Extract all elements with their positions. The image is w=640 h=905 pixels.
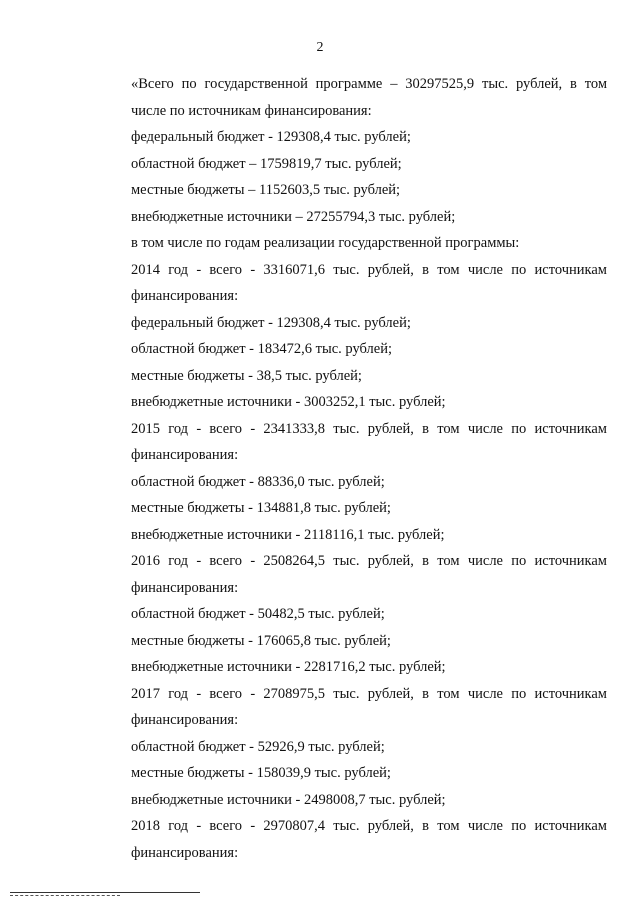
text-line: 2015 год - всего - 2341333,8 тыс. рублей, в том числе по источникам xyxy=(131,420,607,437)
text-line: в том числе по годам реализации государственной программы: xyxy=(131,235,520,251)
text-line: 2017 год - всего - 2708975,5 тыс. рублей, в том числе по источникам xyxy=(131,685,607,702)
page-number: 2 xyxy=(316,40,324,55)
text-line: внебюджетные источники - 3003252,1 тыс. рублей; xyxy=(131,394,446,410)
text-line: областной бюджет - 52926,9 тыс. рублей; xyxy=(131,738,385,755)
text-line: финансирования: xyxy=(131,712,239,728)
text-line: местные бюджеты - 38,5 тыс. рублей; xyxy=(131,367,362,384)
text-line: финансирования: xyxy=(131,844,239,861)
text-line: федеральный бюджет - 129308,4 тыс. рублей; xyxy=(131,314,411,331)
bottom-scan-line xyxy=(10,892,200,893)
text-line: числе по источникам финансирования: xyxy=(131,102,372,119)
text-line: финансирования: xyxy=(131,579,239,596)
text-line: 2014 год - всего - 3316071,6 тыс. рублей, в том числе по источникам xyxy=(131,261,607,278)
budget-text-block xyxy=(131,71,607,866)
text-line: 2018 год - всего - 2970807,4 тыс. рублей, в том числе по источникам xyxy=(131,818,607,834)
text-line: областной бюджет – 1759819,7 тыс. рублей; xyxy=(131,155,402,172)
text-line: финансирования: xyxy=(131,447,239,463)
text-line: внебюджетные источники - 2281716,2 тыс. рублей; xyxy=(131,659,446,675)
text-line: внебюджетные источники - 2118116,1 тыс. рублей; xyxy=(131,526,445,543)
text-line: областной бюджет - 50482,5 тыс. рублей; xyxy=(131,606,385,622)
text-line: местные бюджеты - 134881,8 тыс. рублей; xyxy=(131,500,391,516)
text-line: местные бюджеты - 158039,9 тыс. рублей; xyxy=(131,765,391,781)
text-line: внебюджетные источники - 2498008,7 тыс. рублей; xyxy=(131,791,446,808)
text-line: федеральный бюджет - 129308,4 тыс. рублей; xyxy=(131,129,411,145)
text-line: финансирования: xyxy=(131,288,239,304)
text-line: областной бюджет - 88336,0 тыс. рублей; xyxy=(131,473,385,490)
text-line: областной бюджет - 183472,6 тыс. рублей; xyxy=(131,341,392,357)
text-line: местные бюджеты - 176065,8 тыс. рублей; xyxy=(131,632,391,649)
text-line: внебюджетные источники – 27255794,3 тыс. рублей; xyxy=(131,208,456,225)
text-line: «Всего по государственной программе – 30297525,9 тыс. рублей, в том xyxy=(131,76,607,92)
bottom-scan-dash xyxy=(10,895,120,896)
text-line: местные бюджеты – 1152603,5 тыс. рублей; xyxy=(131,182,401,198)
text-line: 2016 год - всего - 2508264,5 тыс. рублей, в том числе по источникам xyxy=(131,553,607,569)
